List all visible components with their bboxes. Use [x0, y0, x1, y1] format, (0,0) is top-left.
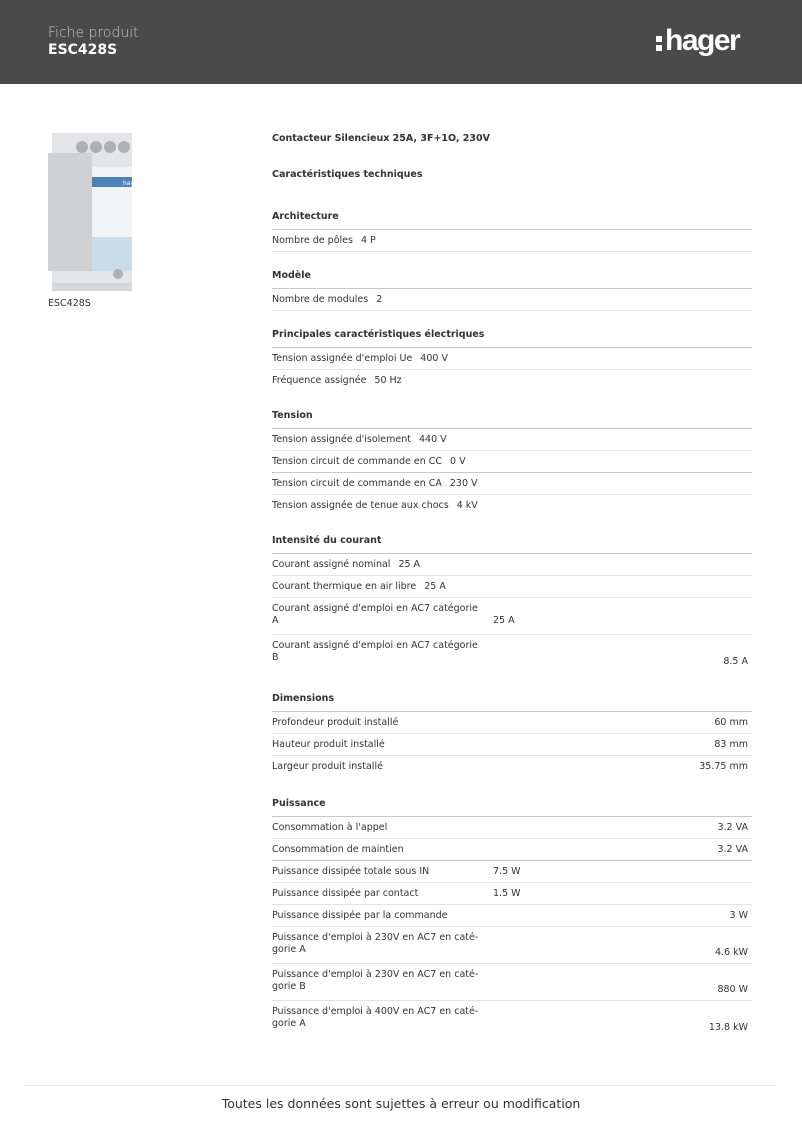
spec-row — [272, 927, 752, 964]
spec-key: Profondeur produit installé — [272, 717, 399, 728]
spec-row — [272, 451, 752, 473]
spec-key: Tension assignée d'emploi Ue — [272, 353, 413, 364]
spec-row — [272, 635, 752, 672]
spec-key: Courant thermique en air libre — [272, 581, 417, 592]
spec-value: 50 Hz — [374, 375, 402, 386]
spec-value: 4 P — [360, 235, 376, 246]
spec-key: Tension circuit de commande en CC — [272, 456, 443, 467]
spec-key: Puissance d'emploi à 230V en AC7 en caté-gorie B — [272, 969, 479, 992]
spec-key: Nombre de modules — [272, 294, 369, 305]
footer-disclaimer: Toutes les données sont sujettes à erreur ou modification — [221, 1096, 581, 1111]
spec-row — [272, 289, 752, 311]
spec-key: Tension assignée de tenue aux chocs — [272, 500, 449, 511]
spec-key: Puissance dissipée totale sous IN — [272, 866, 430, 877]
spec-row — [272, 473, 752, 495]
spec-row — [272, 598, 752, 635]
spec-subtitle: Caractéristiques techniques — [272, 169, 423, 180]
spec-value: 35.75 mm — [699, 761, 748, 772]
spec-value: 3.2 VA — [717, 844, 748, 855]
spec-key: Consommation à l'appel — [272, 822, 388, 833]
hager-logo — [656, 24, 739, 58]
spec-row — [272, 495, 752, 517]
spec-row — [272, 348, 752, 370]
spec-value: 25 A — [493, 615, 515, 626]
spec-key: Hauteur produit installé — [272, 739, 385, 750]
spec-row — [272, 1001, 752, 1038]
spec-row — [272, 817, 752, 839]
section-courant-title: Intensité du courant — [272, 535, 752, 554]
spec-content — [272, 133, 752, 1038]
spec-row — [272, 554, 752, 576]
product-code: ESC428S — [48, 42, 118, 58]
spec-key: Courant assigné nominal — [272, 559, 391, 570]
spec-row — [272, 839, 752, 861]
image-brand: hager — [123, 180, 141, 187]
spec-row — [272, 429, 752, 451]
section-modele-title: Modèle — [272, 270, 752, 289]
spec-row — [272, 905, 752, 927]
spec-key: Puissance d'emploi à 400V en AC7 en caté-gorie A — [272, 1006, 479, 1029]
spec-row — [272, 576, 752, 598]
spec-value: 880 W — [717, 984, 748, 995]
footer-divider — [24, 1085, 776, 1086]
spec-key: Largeur produit installé — [272, 761, 383, 772]
spec-row — [272, 712, 752, 734]
section-puissance-title: Puissance — [272, 798, 752, 817]
header-bar — [0, 0, 802, 84]
spec-key: Puissance d'emploi à 230V en AC7 en caté-gorie A — [272, 932, 479, 955]
spec-row — [272, 861, 752, 883]
product-title: Contacteur Silencieux 25A, 3F+1O, 230V — [272, 133, 490, 144]
spec-value: 25 A — [398, 559, 421, 570]
spec-value: 2 — [376, 294, 383, 305]
spec-row — [272, 883, 752, 905]
spec-value: 4.6 kW — [714, 947, 748, 958]
spec-row — [272, 756, 752, 780]
spec-value: 8.5 A — [723, 656, 748, 667]
product-caption: ESC428S — [48, 298, 91, 309]
spec-value: 1.5 W — [493, 888, 521, 899]
spec-value: 83 mm — [714, 739, 748, 750]
spec-value: 60 mm — [714, 717, 748, 728]
spec-key: Puissance dissipée par contact — [272, 888, 419, 899]
spec-value: 400 V — [420, 353, 448, 364]
header-label: Fiche produit — [48, 25, 139, 41]
spec-key: Nombre de pôles — [272, 235, 353, 246]
spec-row — [272, 370, 752, 392]
spec-key: Tension circuit de commande en CA — [272, 478, 442, 489]
spec-value: 3 W — [729, 910, 748, 921]
product-image — [48, 133, 141, 291]
spec-key: Courant assigné d'emploi en AC7 catégorie A — [272, 603, 478, 626]
section-dimensions-title: Dimensions — [272, 693, 752, 712]
spec-value: 7.5 W — [493, 866, 521, 877]
spec-value: 3.2 VA — [717, 822, 748, 833]
spec-value: 4 kV — [456, 500, 478, 511]
section-elec-title: Principales caractéristiques électriques — [272, 329, 752, 348]
spec-key: Courant assigné d'emploi en AC7 catégorie B — [272, 640, 478, 663]
spec-key: Puissance dissipée par la commande — [272, 910, 448, 921]
spec-key: Tension assignée d'isolement — [272, 434, 411, 445]
section-tension-title: Tension — [272, 410, 752, 429]
spec-key: Fréquence assignée — [272, 375, 367, 386]
spec-row — [272, 230, 752, 252]
spec-value: 440 V — [419, 434, 447, 445]
spec-key: Consommation de maintien — [272, 844, 404, 855]
spec-value: 13.8 kW — [708, 1022, 748, 1033]
spec-value: 0 V — [450, 456, 466, 467]
section-architecture-title: Architecture — [272, 211, 752, 230]
spec-row — [272, 734, 752, 756]
spec-row — [272, 964, 752, 1001]
hager-logo-text: hager — [665, 24, 740, 57]
spec-value: 25 A — [424, 581, 446, 592]
spec-value: 230 V — [449, 478, 478, 489]
